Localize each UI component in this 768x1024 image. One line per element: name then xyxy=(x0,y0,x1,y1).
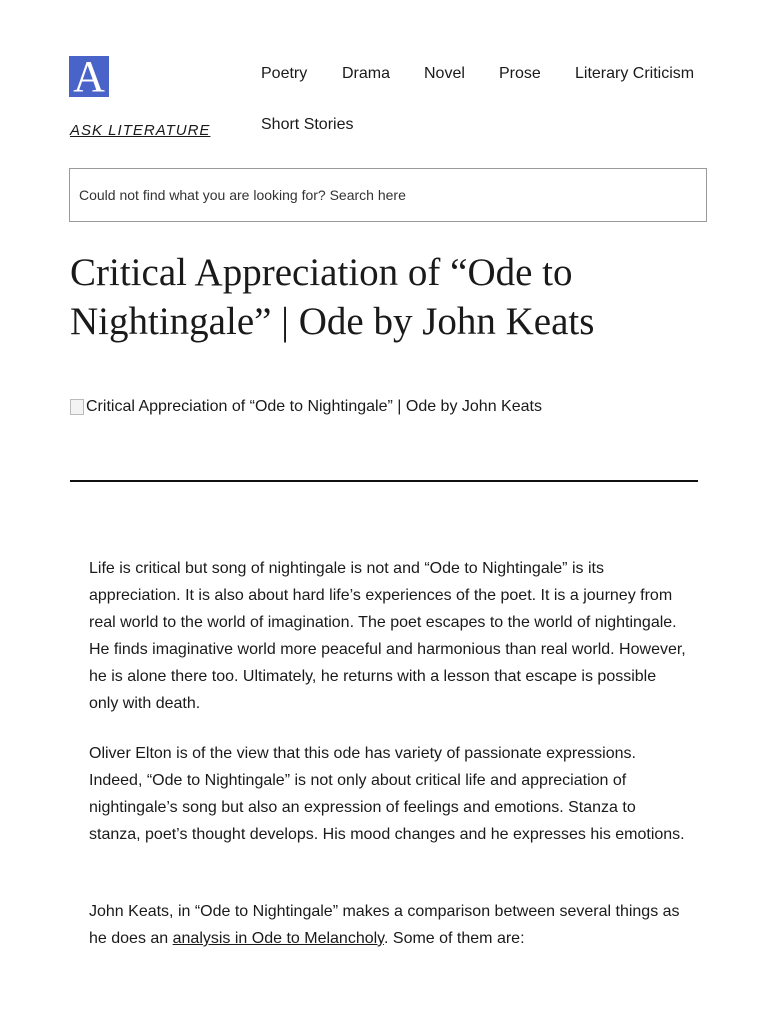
nav-novel[interactable]: Novel xyxy=(424,65,465,82)
nav-literary-criticism[interactable]: Literary Criticism xyxy=(575,65,695,82)
ode-to-melancholy-link[interactable]: analysis in Ode to Melancholy xyxy=(172,930,384,947)
article-paragraph-2: Oliver Elton is of the view that this ode has variety of passionate expressions. Indeed, “Ode to Nightingale” is not only about critical life and appreciation of nightingale’s song but also an expression of feelings and emotions. Stanza to stanza, poet’s thought develops. His mood changes and he expresses his emotions. xyxy=(89,745,685,843)
featured-image xyxy=(70,398,542,416)
paragraph-3-tail: . Some of them are: xyxy=(384,930,525,947)
paragraph-3-text: John Keats, in “Ode to Nightingale” makes a comparison between several things as he does an xyxy=(89,903,680,947)
page-title: Critical Appreciation of “Ode to Nightingale” | Ode by John Keats xyxy=(70,251,595,343)
search-placeholder: Could not find what you are looking for? Search here xyxy=(79,187,406,203)
search-input[interactable] xyxy=(69,168,707,222)
divider xyxy=(70,480,698,482)
site-title-link[interactable]: ASK LITERATURE xyxy=(70,122,211,139)
nav-poetry[interactable]: Poetry xyxy=(261,65,308,82)
featured-image-alt-text: Critical Appreciation of “Ode to Nightingale” | Ode by John Keats xyxy=(86,398,542,415)
site-logo[interactable]: A xyxy=(69,56,109,97)
nav-drama[interactable]: Drama xyxy=(342,65,391,82)
article-paragraph-1: Life is critical but song of nightingale is not and “Ode to Nightingale” is its appreciation. It is also about hard life’s experiences of the poet. It is a journey from real world to the world of imagination. The poet escapes to the world of nightingale. He finds imaginative world more peaceful and harmonious than real world. However, he is alone there too. Ultimately, he returns with a lesson that escape is possible only with death. xyxy=(89,560,686,712)
article-paragraph-3 xyxy=(89,898,689,952)
nav-short-stories[interactable]: Short Stories xyxy=(261,116,354,133)
broken-image-icon xyxy=(70,399,84,415)
nav-prose[interactable]: Prose xyxy=(499,65,541,82)
